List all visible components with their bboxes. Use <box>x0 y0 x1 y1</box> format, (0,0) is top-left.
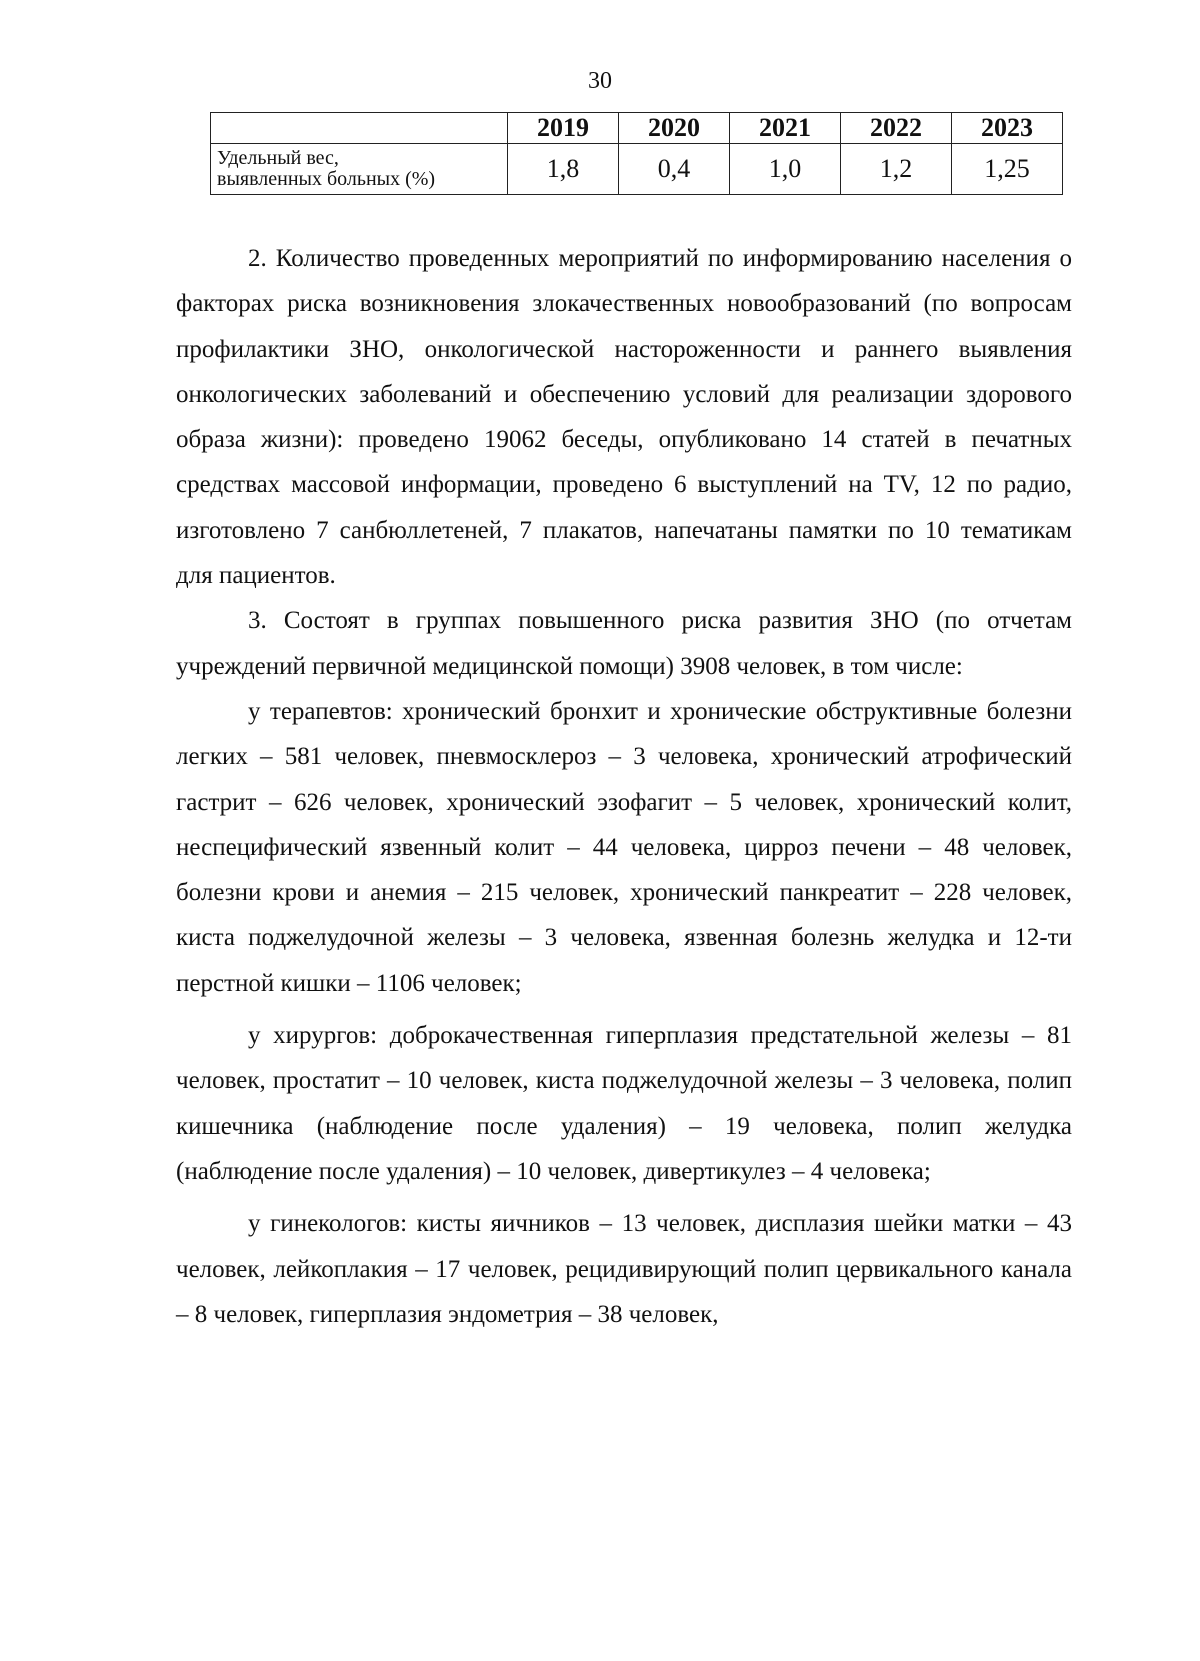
paragraph-gynecologists: у гинекологов: кисты яичников – 13 человек, дисплазия шейки матки – 43 человек, лейкоплакия – 17 человек, рецидивирующий полип цервикального канала – 8 человек, гиперплазия эндометрия – 38 человек, <box>176 1210 1072 1328</box>
table-header-row <box>211 113 1063 144</box>
table-header-blank <box>211 113 508 144</box>
document-body <box>176 236 1072 1337</box>
paragraph-info-events: 2. Количество проведенных мероприятий по информированию населения о факторах риска возникновения злокачественных новообразований (по вопросам профилактики ЗНО, онкологической настороженности и раннего выявления онкологических заболеваний и обеспечению условий для реализации здорового образа жизни): проведено 19062 беседы, опубликовано 14 статей в печатных средствах массовой информации, проведено 6 выступлений на TV, 12 по радио, изготовлено 7 санбюллетеней, 7 плакатов, напечатаны памятки по 10 тематикам для пациентов. <box>176 245 1072 590</box>
paragraph-risk-groups: 3. Состоят в группах повышенного риска развития ЗНО (по отчетам учреждений первичной медицинской помощи) 3908 человек, в том числе: <box>176 607 1072 680</box>
table-cell: 0,4 <box>619 144 730 195</box>
detection-rate-table <box>210 112 1063 195</box>
table-row <box>211 144 1063 195</box>
paragraph-surgeons: у хирургов: доброкачественная гиперплазия предстательной железы – 81 человек, простатит – 10 человек, киста поджелудочной железы – 3 человека, полип кишечника (наблюдение после удаления) – 19 человека, полип желудка (наблюдение после удаления) – 10 человек, дивертикулез – 4 человека; <box>176 1022 1072 1185</box>
table-header-year: 2020 <box>619 113 730 144</box>
row-label <box>211 144 508 195</box>
page-number: 30 <box>588 68 612 94</box>
table-header-year: 2019 <box>508 113 619 144</box>
table-cell: 1,2 <box>841 144 952 195</box>
paragraph-therapists: у терапевтов: хронический бронхит и хронические обструктивные болезни легких – 581 человек, пневмосклероз – 3 человека, хронический атрофический гастрит – 626 человек, хронический эзофагит – 5 человек, хронический колит, неспецифический язвенный колит – 44 человека, цирроз печени – 48 человек, болезни крови и анемия – 215 человек, хронический панкреатит – 228 человек, киста поджелудочной железы – 3 человека, язвенная болезнь желудка и 12-ти перстной кишки – 1106 человек; <box>176 697 1072 997</box>
table-header-year: 2021 <box>730 113 841 144</box>
table-cell: 1,25 <box>952 144 1063 195</box>
table-header-year: 2023 <box>952 113 1063 144</box>
row-label-line: выявленных больных (%) <box>217 168 436 190</box>
row-label-line: Удельный вес, <box>217 147 339 169</box>
table-header-year: 2022 <box>841 113 952 144</box>
table-cell: 1,0 <box>730 144 841 195</box>
table-cell: 1,8 <box>508 144 619 195</box>
